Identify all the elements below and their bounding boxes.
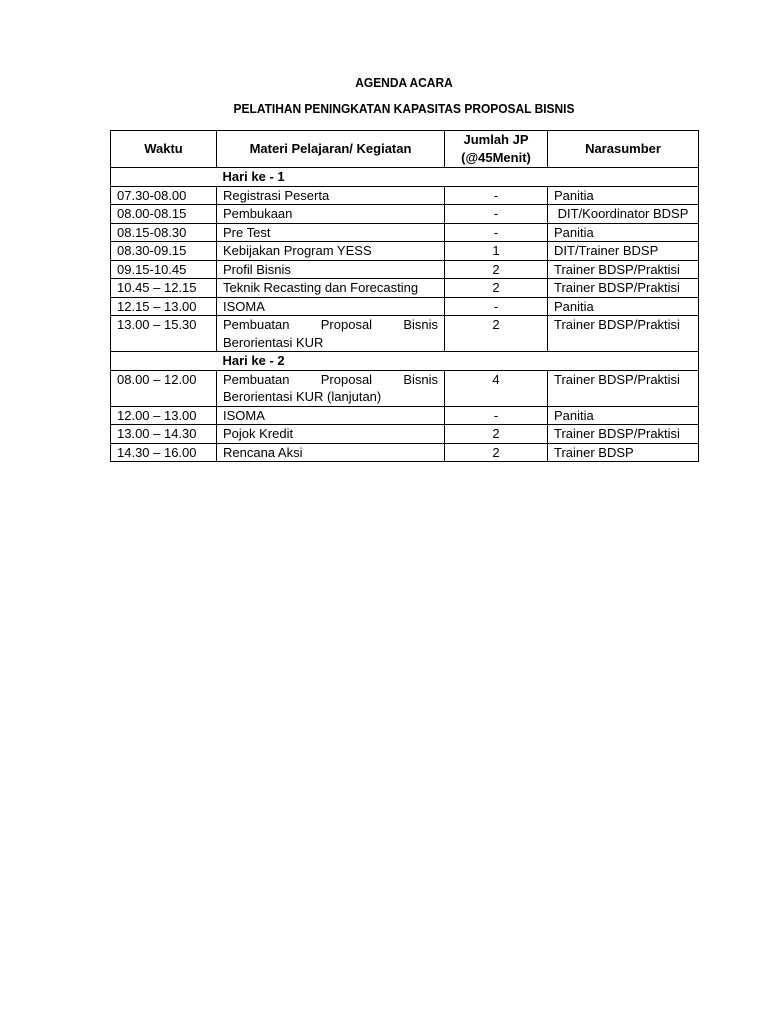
- day-spacer: [111, 352, 217, 371]
- cell-narasumber: Trainer BDSP/Praktisi: [548, 370, 699, 406]
- day-label: Hari ke - 1: [217, 168, 699, 187]
- cell-materi: Pre Test: [217, 223, 445, 242]
- cell-materi: Profil Bisnis: [217, 260, 445, 279]
- table-row: [111, 205, 699, 224]
- cell-waktu: 08.15-08.30: [111, 223, 217, 242]
- table-row: [111, 297, 699, 316]
- table-row: [111, 260, 699, 279]
- day-row: [111, 168, 699, 187]
- header-materi: Materi Pelajaran/ Kegiatan: [217, 131, 445, 168]
- cell-waktu: 10.45 – 12.15: [111, 279, 217, 298]
- cell-jp: -: [445, 297, 548, 316]
- cell-jp: 1: [445, 242, 548, 261]
- cell-materi-line2: Berorientasi KUR (lanjutan): [223, 389, 382, 404]
- cell-jp: 2: [445, 425, 548, 444]
- header-narasumber: Narasumber: [548, 131, 699, 168]
- cell-materi-line1: Pembuatan Proposal Bisnis: [223, 371, 438, 387]
- day-row: [111, 352, 699, 371]
- cell-jp: 2: [445, 260, 548, 279]
- cell-narasumber: Trainer BDSP/Praktisi: [548, 260, 699, 279]
- table-row: [111, 223, 699, 242]
- cell-narasumber: Trainer BDSP/Praktisi: [548, 316, 699, 352]
- cell-waktu: 08.00 – 12.00: [111, 370, 217, 406]
- cell-materi-line2: Berorientasi KUR: [223, 334, 324, 350]
- cell-jp: 4: [445, 370, 548, 406]
- cell-narasumber: Trainer BDSP: [548, 443, 699, 462]
- cell-materi-line1: Pembuatan Proposal Bisnis: [223, 317, 438, 332]
- header-jp-line2: (@45Menit): [461, 150, 531, 165]
- cell-waktu: 14.30 – 16.00: [111, 443, 217, 462]
- table-row: [111, 406, 699, 425]
- header-waktu: Waktu: [111, 131, 217, 168]
- cell-jp: -: [445, 223, 548, 242]
- cell-materi: [217, 316, 445, 352]
- cell-waktu: 08.00-08.15: [111, 205, 217, 224]
- document-subtitle: PELATIHAN PENINGKATAN KAPASITAS PROPOSAL BISNIS: [233, 101, 575, 116]
- cell-waktu: 12.00 – 13.00: [111, 406, 217, 425]
- cell-waktu: 08.30-09.15: [111, 242, 217, 261]
- cell-jp: 2: [445, 316, 548, 352]
- cell-materi: Kebijakan Program YESS: [217, 242, 445, 261]
- header-jp-line1: Jumlah JP: [463, 132, 529, 147]
- cell-jp: -: [445, 186, 548, 205]
- cell-materi: Pojok Kredit: [217, 425, 445, 444]
- table-row: [111, 425, 699, 444]
- cell-waktu: 13.00 – 14.30: [111, 425, 217, 444]
- agenda-table: [110, 130, 699, 462]
- cell-materi: Teknik Recasting dan Forecasting: [217, 279, 445, 298]
- table-header-row: [111, 131, 699, 168]
- cell-jp: -: [445, 406, 548, 425]
- table-row: [111, 316, 699, 352]
- cell-materi: [217, 370, 445, 406]
- table-row: [111, 370, 699, 406]
- cell-materi: Registrasi Peserta: [217, 186, 445, 205]
- cell-narasumber: Panitia: [548, 186, 699, 205]
- cell-jp: -: [445, 205, 548, 224]
- cell-jp: 2: [445, 279, 548, 298]
- cell-narasumber: DIT/Trainer BDSP: [548, 242, 699, 261]
- cell-waktu: 07.30-08.00: [111, 186, 217, 205]
- cell-waktu: 13.00 – 15.30: [111, 316, 217, 352]
- table-row: [111, 242, 699, 261]
- table-row: [111, 186, 699, 205]
- table-row: [111, 279, 699, 298]
- cell-narasumber: Panitia: [548, 297, 699, 316]
- cell-materi: Rencana Aksi: [217, 443, 445, 462]
- cell-narasumber: Panitia: [548, 223, 699, 242]
- cell-narasumber: Panitia: [548, 406, 699, 425]
- cell-materi: Pembukaan: [217, 205, 445, 224]
- cell-waktu: 09.15-10.45: [111, 260, 217, 279]
- cell-narasumber: DIT/Koordinator BDSP: [548, 205, 699, 224]
- cell-jp: 2: [445, 443, 548, 462]
- cell-narasumber: Trainer BDSP/Praktisi: [548, 425, 699, 444]
- day-spacer: [111, 168, 217, 187]
- header-jumlah-jp: [445, 131, 548, 168]
- table-row: [111, 443, 699, 462]
- document-title: AGENDA ACARA: [355, 75, 453, 90]
- day-label: Hari ke - 2: [217, 352, 699, 371]
- cell-narasumber: Trainer BDSP/Praktisi: [548, 279, 699, 298]
- cell-waktu: 12.15 – 13.00: [111, 297, 217, 316]
- cell-materi: ISOMA: [217, 297, 445, 316]
- cell-materi: ISOMA: [217, 406, 445, 425]
